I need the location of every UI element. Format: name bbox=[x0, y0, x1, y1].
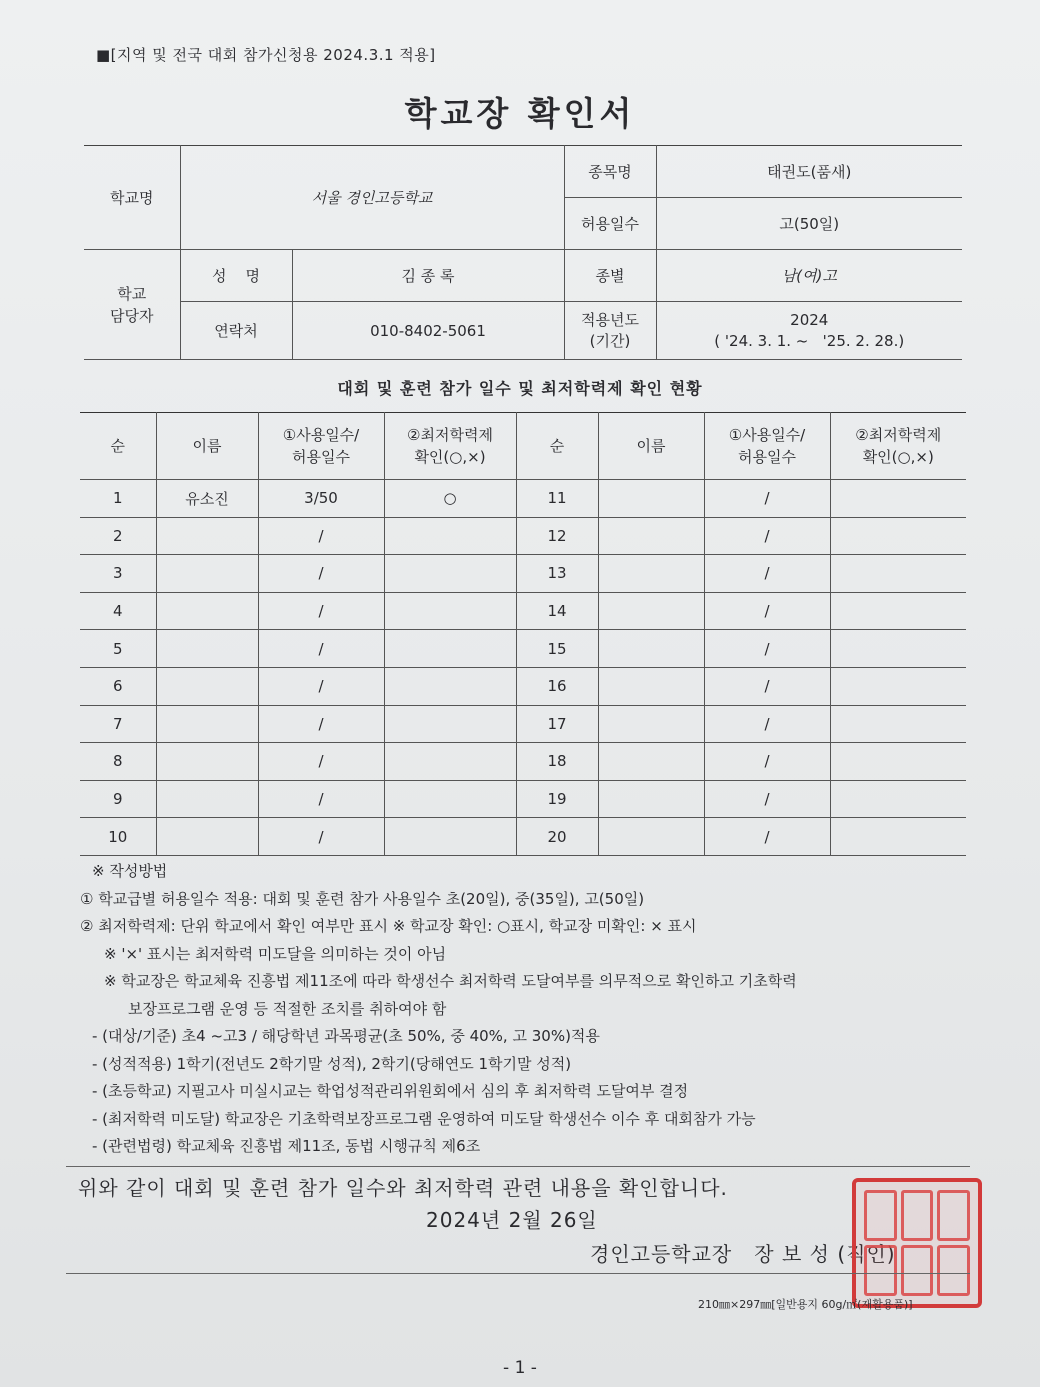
min-academic-check bbox=[384, 818, 516, 856]
min-academic-check bbox=[830, 630, 966, 668]
table-row bbox=[80, 592, 966, 630]
min-academic-check bbox=[384, 592, 516, 630]
student-name bbox=[156, 743, 258, 781]
min-academic-check bbox=[830, 517, 966, 555]
student-name bbox=[156, 818, 258, 856]
table-row bbox=[80, 780, 966, 818]
confirmation-statement: 위와 같이 대회 및 훈련 참가 일수와 최저학력 관련 내용을 확인합니다. bbox=[78, 1176, 728, 1200]
row-number: 20 bbox=[516, 818, 598, 856]
row-number: 17 bbox=[516, 705, 598, 743]
student-name bbox=[598, 743, 704, 781]
min-academic-check bbox=[830, 818, 966, 856]
student-name bbox=[598, 705, 704, 743]
min-academic-check bbox=[830, 705, 966, 743]
min-academic-check bbox=[384, 630, 516, 668]
gender-value: 남(여)고 bbox=[656, 250, 962, 302]
min-academic-check bbox=[384, 555, 516, 593]
student-name bbox=[156, 667, 258, 705]
section-title: 대회 및 훈련 참가 일수 및 최저학력제 확인 현황 bbox=[337, 379, 703, 398]
row-number: 5 bbox=[80, 630, 156, 668]
row-number: 9 bbox=[80, 780, 156, 818]
table-row bbox=[80, 630, 966, 668]
row-number: 6 bbox=[80, 667, 156, 705]
min-academic-check bbox=[384, 705, 516, 743]
student-name bbox=[598, 555, 704, 593]
min-academic-check bbox=[830, 555, 966, 593]
min-academic-check bbox=[830, 780, 966, 818]
name-value: 김 종 록 bbox=[292, 250, 564, 302]
days-used: / bbox=[704, 667, 830, 705]
info-table bbox=[84, 145, 962, 360]
min-academic-check bbox=[384, 743, 516, 781]
confirmation-date: 2024년 2월 26일 bbox=[426, 1208, 598, 1232]
header-check: ②최저학력제 확인(○,×) bbox=[384, 413, 516, 480]
guide-note-duty-cont: 보장프로그램 운영 등 적절한 조치를 취하여야 함 bbox=[128, 999, 447, 1018]
student-name bbox=[156, 630, 258, 668]
allow-days-label: 허용일수 bbox=[564, 198, 656, 250]
row-number: 11 bbox=[516, 480, 598, 518]
student-name bbox=[156, 555, 258, 593]
min-academic-check: ○ bbox=[384, 480, 516, 518]
min-academic-check bbox=[830, 743, 966, 781]
days-used: / bbox=[258, 555, 384, 593]
form-usage-note: ■[지역 및 전국 대회 참가신청용 2024.3.1 적용] bbox=[96, 46, 436, 64]
row-number: 3 bbox=[80, 555, 156, 593]
school-value: 서울 경인고등학교 bbox=[180, 146, 564, 250]
table-row bbox=[80, 517, 966, 555]
gender-label: 종별 bbox=[564, 250, 656, 302]
guide-dash-target: - (대상/기준) 초4 ~고3 / 해당학년 과목평균(초 50%, 중 40%, 고 30%)적용 bbox=[92, 1027, 600, 1045]
days-used: / bbox=[704, 780, 830, 818]
student-name bbox=[598, 818, 704, 856]
days-used: / bbox=[704, 480, 830, 518]
guide-note-duty: ※ 학교장은 학교체육 진흥법 제11조에 따라 학생선수 최저학력 도달여부를 의무적으로 확인하고 기초학력 bbox=[104, 972, 797, 990]
row-number: 13 bbox=[516, 555, 598, 593]
header-days: ①사용일수/ 허용일수 bbox=[258, 413, 384, 480]
row-number: 18 bbox=[516, 743, 598, 781]
guide-dash-below: - (최저학력 미도달) 학교장은 기초학력보장프로그램 운영하여 미도달 학생선수 이수 후 대회참가 가능 bbox=[92, 1109, 756, 1128]
row-number: 19 bbox=[516, 780, 598, 818]
table-row bbox=[80, 667, 966, 705]
days-used: / bbox=[258, 780, 384, 818]
guide-dash-elementary: - (초등학교) 지필고사 미실시교는 학업성적관리위원회에서 심의 후 최저학력 도달여부 결정 bbox=[92, 1082, 689, 1100]
row-number: 10 bbox=[80, 818, 156, 856]
participation-table bbox=[80, 412, 966, 856]
row-number: 14 bbox=[516, 592, 598, 630]
phone-value: 010-8402-5061 bbox=[292, 302, 564, 360]
divider-bottom bbox=[66, 1273, 970, 1274]
table-row bbox=[80, 480, 966, 518]
student-name bbox=[156, 517, 258, 555]
days-used: 3/50 bbox=[258, 480, 384, 518]
guide-dash-law: - (관련법령) 학교체육 진흥법 제11조, 동법 시행규칙 제6조 bbox=[92, 1137, 481, 1155]
days-used: / bbox=[258, 592, 384, 630]
min-academic-check bbox=[830, 480, 966, 518]
writing-guide bbox=[80, 858, 980, 1161]
min-academic-check bbox=[830, 667, 966, 705]
header-name: 이름 bbox=[156, 413, 258, 480]
page-number: - 1 - bbox=[503, 1358, 537, 1378]
guide-heading: ※ 작성방법 bbox=[92, 862, 168, 880]
days-used: / bbox=[704, 592, 830, 630]
name-label: 성 명 bbox=[180, 250, 292, 302]
guide-item-1: ① 학교급별 허용일수 적용: 대회 및 훈련 참가 사용일수 초(20일), 중(35일), 고(50일) bbox=[80, 889, 645, 908]
student-name bbox=[598, 630, 704, 668]
event-label: 종목명 bbox=[564, 146, 656, 198]
guide-item-2: ② 최저학력제: 단위 학교에서 확인 여부만 표시 ※ 학교장 확인: ○표시, 학교장 미확인: × 표시 bbox=[80, 917, 697, 935]
official-seal-stamp bbox=[852, 1178, 982, 1308]
min-academic-check bbox=[384, 780, 516, 818]
row-number: 1 bbox=[80, 480, 156, 518]
header-check: ②최저학력제 확인(○,×) bbox=[830, 413, 966, 480]
student-name bbox=[156, 780, 258, 818]
event-value: 태권도(품새) bbox=[656, 146, 962, 198]
min-academic-check bbox=[830, 592, 966, 630]
row-number: 16 bbox=[516, 667, 598, 705]
row-number: 2 bbox=[80, 517, 156, 555]
header-days: ①사용일수/ 허용일수 bbox=[704, 413, 830, 480]
table-row bbox=[80, 705, 966, 743]
row-number: 8 bbox=[80, 743, 156, 781]
min-academic-check bbox=[384, 667, 516, 705]
days-used: / bbox=[704, 705, 830, 743]
header-no: 순 bbox=[516, 413, 598, 480]
school-label: 학교명 bbox=[84, 146, 180, 250]
row-number: 12 bbox=[516, 517, 598, 555]
guide-dash-grades: - (성적적용) 1학기(전년도 2학기말 성적), 2학기(당해연도 1학기말 성적) bbox=[92, 1054, 572, 1073]
year-period: ( '24. 3. 1. ~ '25. 2. 28.) bbox=[714, 331, 905, 350]
contact-label: 학교 담당자 bbox=[84, 250, 180, 360]
student-name: 유소진 bbox=[156, 480, 258, 518]
student-name bbox=[156, 592, 258, 630]
days-used: / bbox=[704, 555, 830, 593]
student-name bbox=[598, 667, 704, 705]
header-name: 이름 bbox=[598, 413, 704, 480]
table-header-row bbox=[80, 413, 966, 480]
divider-top bbox=[66, 1166, 970, 1167]
student-name bbox=[598, 780, 704, 818]
row-number: 7 bbox=[80, 705, 156, 743]
days-used: / bbox=[258, 705, 384, 743]
table-row bbox=[80, 555, 966, 593]
year-label: 적용년도 (기간) bbox=[564, 302, 656, 360]
student-name bbox=[598, 480, 704, 518]
days-used: / bbox=[704, 630, 830, 668]
min-academic-check bbox=[384, 517, 516, 555]
table-row bbox=[80, 743, 966, 781]
year-value: 2024 bbox=[790, 310, 829, 329]
paper-spec: 210㎜×297㎜[일반용지 60g/㎡(재활용품)] bbox=[698, 1298, 913, 1311]
year-cell bbox=[656, 302, 962, 360]
days-used: / bbox=[258, 630, 384, 668]
days-used: / bbox=[704, 743, 830, 781]
days-used: / bbox=[258, 743, 384, 781]
allow-days-value: 고(50일) bbox=[656, 198, 962, 250]
document-title: 학교장 확인서 bbox=[404, 94, 636, 133]
student-name bbox=[598, 592, 704, 630]
days-used: / bbox=[704, 818, 830, 856]
principal-signature-line: 경인고등학교장 장 보 성 (직인) bbox=[590, 1242, 896, 1266]
days-used: / bbox=[704, 517, 830, 555]
days-used: / bbox=[258, 818, 384, 856]
days-used: / bbox=[258, 667, 384, 705]
header-no: 순 bbox=[80, 413, 156, 480]
row-number: 15 bbox=[516, 630, 598, 668]
student-name bbox=[156, 705, 258, 743]
days-used: / bbox=[258, 517, 384, 555]
guide-note-x: ※ '×' 표시는 최저학력 미도달을 의미하는 것이 아님 bbox=[104, 944, 447, 963]
phone-label: 연락처 bbox=[180, 302, 292, 360]
row-number: 4 bbox=[80, 592, 156, 630]
table-row bbox=[80, 818, 966, 856]
student-name bbox=[598, 517, 704, 555]
